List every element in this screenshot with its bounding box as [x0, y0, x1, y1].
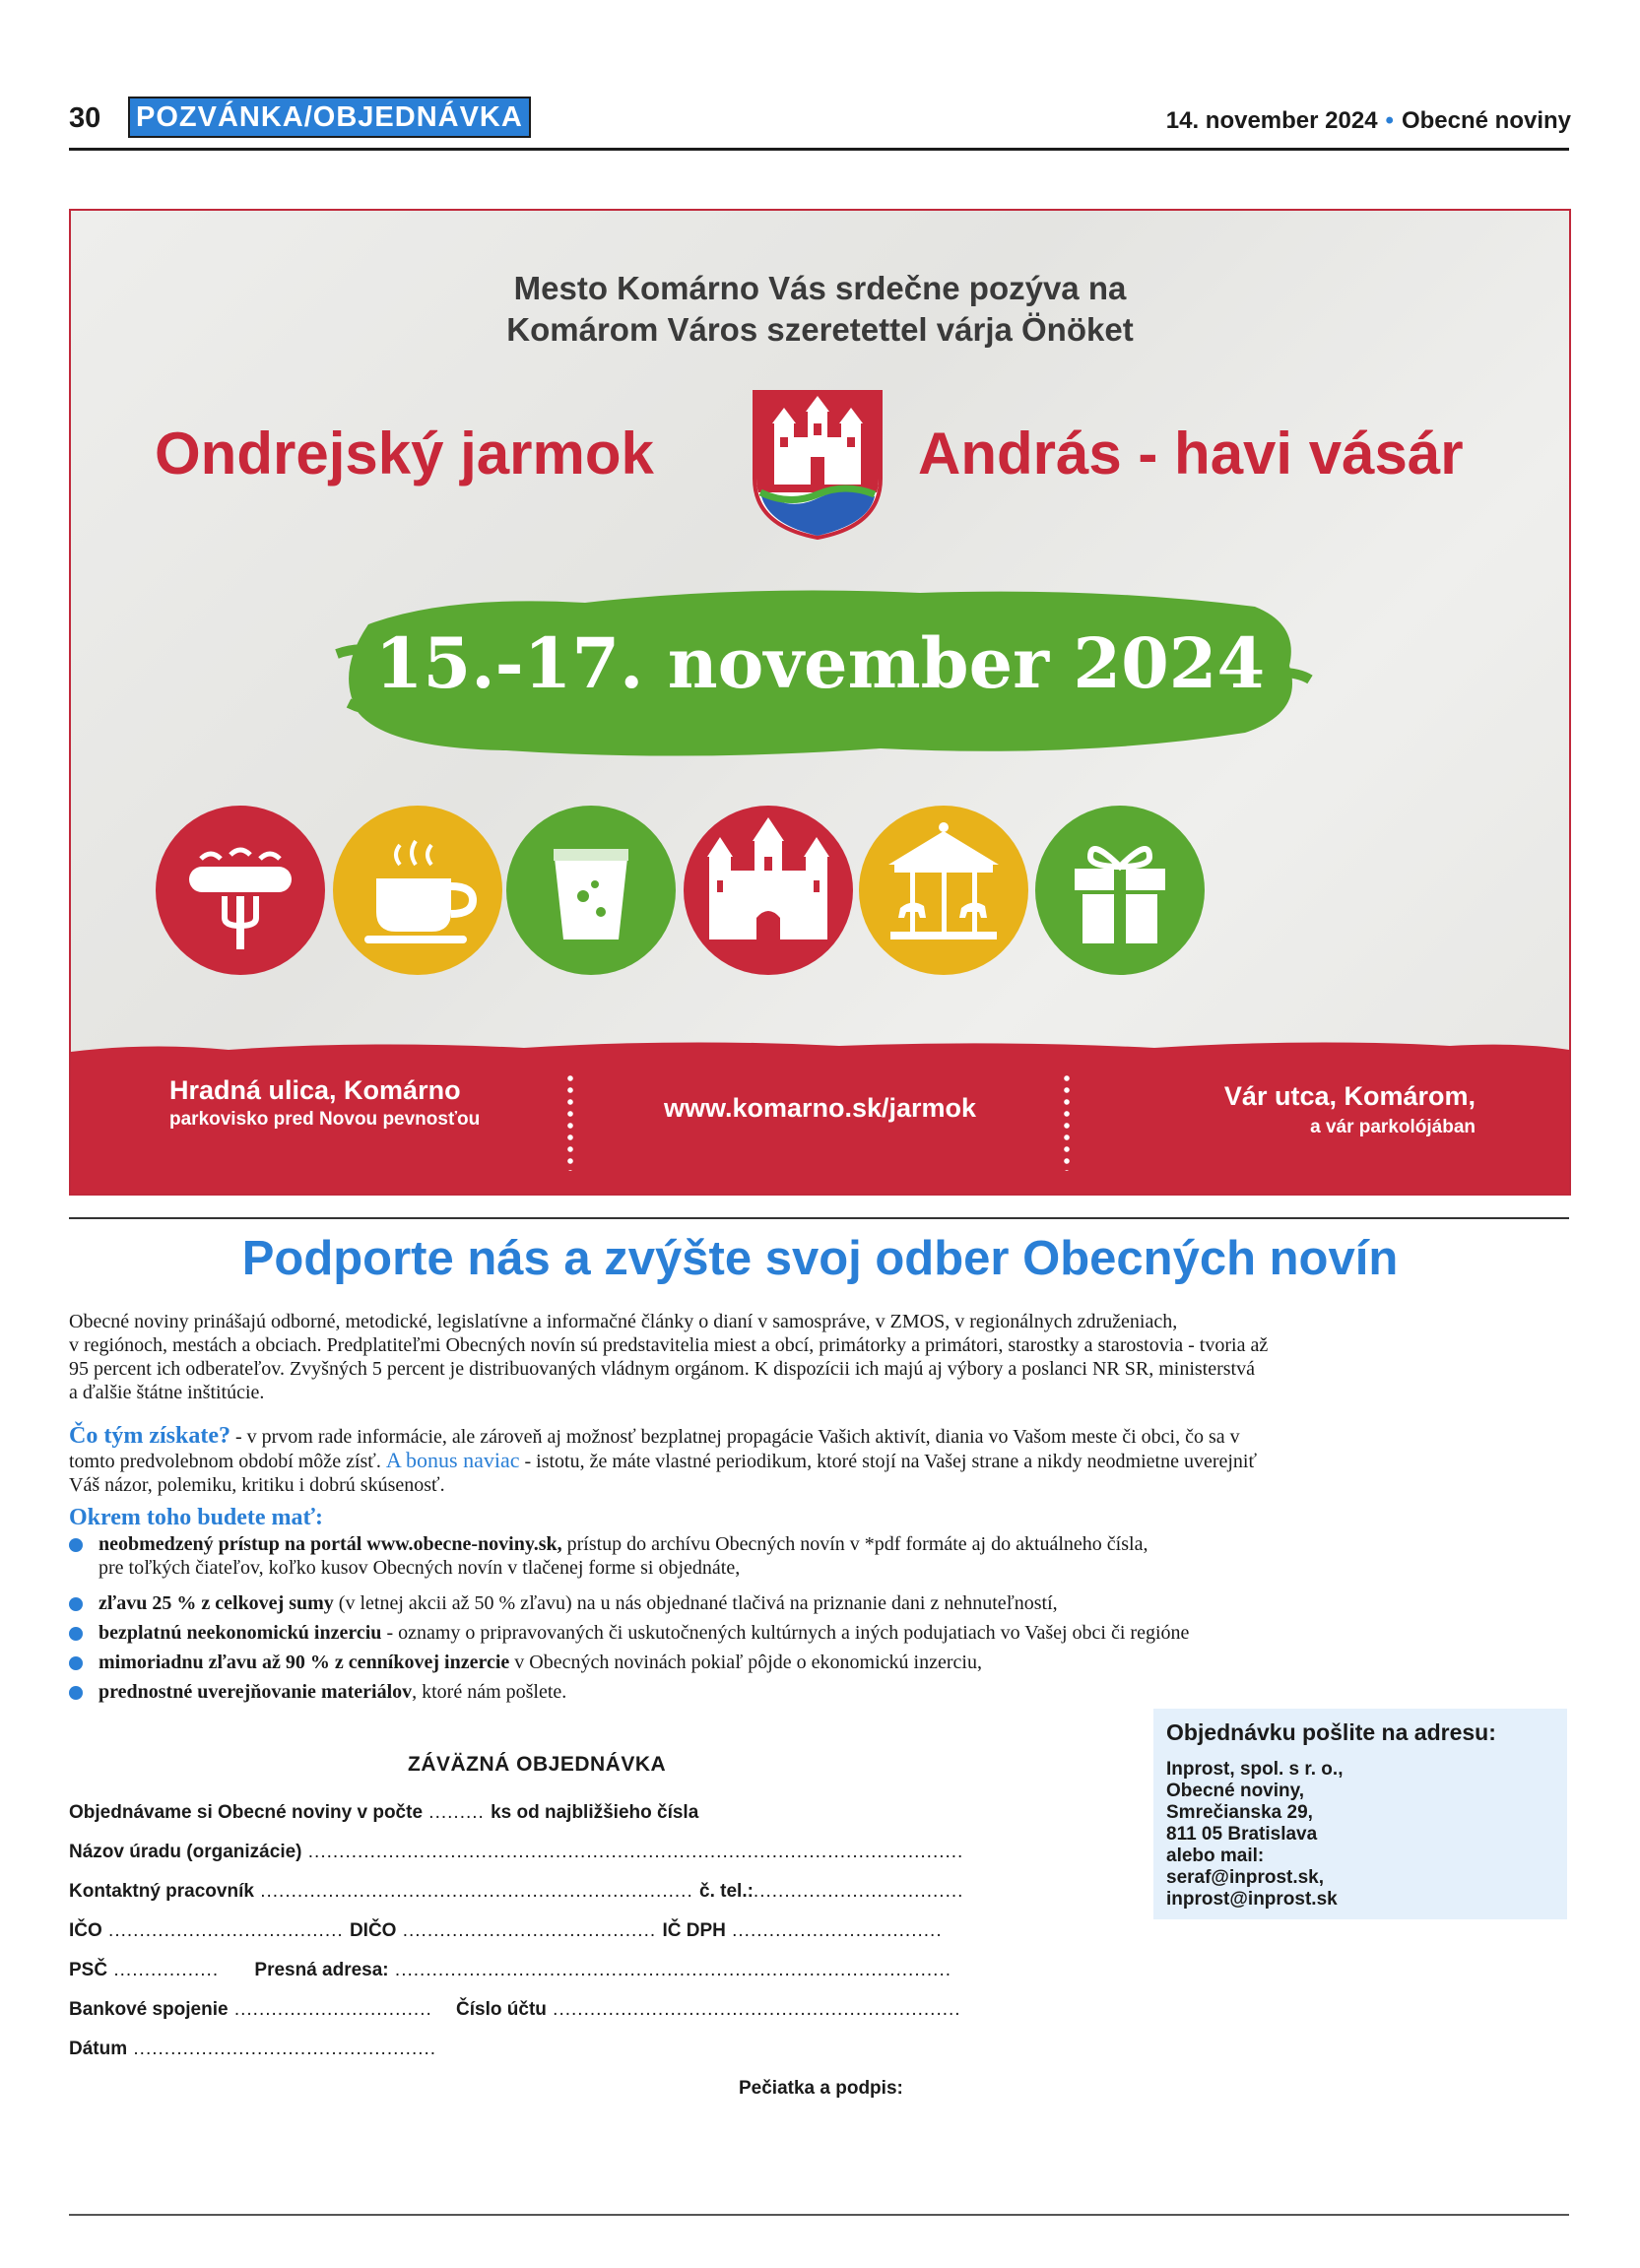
article-title: Podporte nás a zvýšte svoj odber Obecných novín: [241, 1232, 1399, 1285]
bullet-text: (v letnej akcii až 50 % zľavu) na u nás objednané tlačivá na priznanie dani z nehnuteľností,: [333, 1592, 1058, 1614]
stamp-signature-label: Pečiatka a podpis:: [739, 2078, 903, 2099]
bullet-bold: prednostné uverejňovanie materiálov: [98, 1681, 413, 1703]
account-label: Číslo účtu: [456, 1999, 547, 2020]
intro-line: Obecné noviny prinášajú odborné, metodické, legislatívne a informačné články o dianí v samospráve, v ZMOS, v regionálnych združeniach,: [69, 1311, 1178, 1332]
benefits-text: Váš názor, polemiku, kritiku i dobrú skúsenosť.: [69, 1474, 445, 1496]
dic-field[interactable]: .........................................: [396, 1920, 663, 1941]
header-rule: [69, 148, 1569, 151]
carousel-icon: [855, 802, 1032, 979]
order-quantity-row: [69, 1802, 698, 1824]
benefits-heading: Čo tým získate?: [69, 1423, 230, 1449]
order-quantity-field[interactable]: .........: [423, 1802, 492, 1823]
bullet-text: v Obecných novinách pokiaľ pôjde o ekonomickú inzerciu,: [509, 1652, 982, 1673]
order-quantity-label: Objednávame si Obecné noviny v počte: [69, 1802, 424, 1823]
tax-ids-row: [69, 1920, 943, 1942]
benefits-paragraph: [69, 1424, 1561, 1497]
bottom-rule: [69, 2214, 1569, 2216]
invite-hu: Komárom Város szeretettel várja Önöket: [506, 311, 1134, 348]
bullet-bold: neobmedzený prístup na portál www.obecne-noviny.sk,: [98, 1533, 562, 1555]
intro-line: 95 percent ich odberateľov. Zvyšných 5 percent je distribuovaných vládnym orgánom. K dispozícii ich majú aj výbory a poslanci NR SR, ministerstvá: [69, 1358, 1255, 1380]
section-rule: [69, 1217, 1569, 1219]
contact-field[interactable]: ......................................................................: [253, 1881, 700, 1902]
contact-label: Kontaktný pracovník: [69, 1881, 254, 1902]
order-form-title: ZÁVÄZNÁ OBJEDNÁVKA: [408, 1753, 667, 1776]
exact-address-label: Presná adresa:: [254, 1960, 389, 1980]
contact-row: [69, 1881, 963, 1903]
office-name-label: Názov úradu (organizácie): [69, 1842, 302, 1862]
article-intro: [69, 1310, 1561, 1404]
bullet-bold: bezplatnú neekonomickú inzerciu: [98, 1622, 382, 1644]
bank-row: [69, 1999, 961, 2021]
ico-label: IČO: [69, 1920, 102, 1941]
komarno-coat-of-arms-icon: [751, 388, 885, 542]
location-sk-sub: parkovisko pred Novou pevnosťou: [169, 1109, 481, 1130]
ico-field[interactable]: ......................................: [101, 1920, 350, 1941]
date-row: [69, 2039, 436, 2060]
coffee-cup-icon: [329, 802, 506, 979]
address-line: alebo mail:: [1166, 1846, 1265, 1866]
castle-icon: [680, 802, 857, 979]
location-hu: Vár utca, Komárom,: [1223, 1081, 1476, 1111]
publication-name: Obecné noviny: [1401, 107, 1571, 134]
address-row: [69, 1960, 951, 1981]
fair-poster: [69, 209, 1571, 1196]
location-sk: Hradná ulica, Komárno: [169, 1075, 461, 1105]
address-line: Smrečianska 29,: [1166, 1802, 1313, 1823]
email-link[interactable]: seraf@inprost.sk,: [1166, 1867, 1325, 1888]
office-name-field[interactable]: ..........................................................................................................: [301, 1842, 964, 1862]
address-heading: Objednávku pošlite na adresu:: [1166, 1719, 1496, 1745]
separator-dot-icon: •: [1385, 107, 1394, 134]
fair-website: www.komarno.sk/jarmok: [663, 1093, 977, 1123]
fair-title-hu: András - havi vásár: [918, 421, 1464, 486]
address-line: Inprost, spol. s r. o.,: [1166, 1759, 1344, 1780]
date-field[interactable]: .................................................: [127, 2039, 437, 2059]
invite-sk: Mesto Komárno Vás srdečne pozýva na: [513, 270, 1127, 306]
drink-glass-icon: [502, 802, 680, 979]
page-number: 30: [69, 102, 101, 134]
issue-date: 14. november 2024: [1165, 107, 1378, 134]
bullet-icon: [69, 1686, 83, 1700]
bullet-icon: [69, 1656, 83, 1670]
extras-heading: Okrem toho budete mať:: [69, 1505, 324, 1530]
bonus-heading: A bonus naviac: [385, 1448, 520, 1472]
benefits-text: - v prvom rade informácie, ale zároveň aj možnosť bezplatnej propagácie Vašich aktivít, diania vo Vašom meste či obci, čo sa v: [230, 1426, 1240, 1448]
order-quantity-suffix: ks od najbližšieho čísla: [491, 1802, 699, 1823]
psc-field[interactable]: .................: [107, 1960, 226, 1980]
bullet-text-continued: pre toľkých čiateľov, koľko kusov Obecných novín v tlačenej forme si objednáte,: [98, 1557, 741, 1579]
benefits-text: tomto predvolebnom období môže zísť.: [69, 1451, 386, 1472]
dic-label: DIČO: [349, 1920, 397, 1941]
exact-address-field[interactable]: ..........................................................................................: [388, 1960, 952, 1980]
benefits-text: - istotu, že máte vlastné periodikum, ktoré stojí na Vašej strane a nikdy neodmietne uverejniť: [519, 1451, 1258, 1472]
bullet-icon: [69, 1538, 83, 1552]
intro-line: v regiónoch, mestách a obciach. Predplatiteľmi Obecných novín sú predstavitelia miest a obcí, primátorky a primátori, starostky a starostovia - tvoria až: [69, 1334, 1269, 1356]
intro-line: a ďalšie štátne inštitúcie.: [69, 1382, 265, 1403]
bullet-bold: mimoriadnu zľavu až 90 % z cenníkovej inzercie: [98, 1652, 510, 1673]
sausage-fork-icon: [152, 802, 329, 979]
bullet-text: , ktoré nám pošlete.: [412, 1681, 567, 1703]
bank-field[interactable]: ................................: [228, 1999, 439, 2020]
address-line: Obecné noviny,: [1166, 1781, 1305, 1801]
section-label: POZVÁNKA/OBJEDNÁVKA: [130, 98, 529, 136]
office-name-row: [69, 1842, 963, 1863]
account-field[interactable]: ..................................................................: [546, 1999, 961, 2020]
bank-label: Bankové spojenie: [69, 1999, 229, 2020]
bullet-text: prístup do archívu Obecných novín v *pdf formáte aj do aktuálneho čísla,: [561, 1533, 1148, 1555]
location-hu-sub: a vár parkolójában: [1310, 1117, 1476, 1137]
phone-label: č. tel.:: [699, 1881, 754, 1902]
fair-dates: 15.-17. november 2024: [374, 622, 1266, 704]
date-label: Dátum: [69, 2039, 128, 2059]
fair-title-sk: Ondrejský jarmok: [155, 421, 654, 486]
icdph-field[interactable]: ..................................: [725, 1920, 943, 1941]
bullet-icon: [69, 1627, 83, 1641]
psc-label: PSČ: [69, 1960, 108, 1980]
bullet-text: - oznamy o pripravovaných či uskutočnených kultúrnych a iných podujatiach vo Vašej obci či regióne: [381, 1622, 1190, 1644]
bullet-bold: zľavu 25 % z celkovej sumy: [98, 1592, 334, 1614]
phone-field[interactable]: ..................................: [753, 1881, 964, 1902]
address-line: 811 05 Bratislava: [1166, 1824, 1318, 1845]
dotted-divider: [1064, 1072, 1070, 1171]
icdph-label: IČ DPH: [662, 1920, 726, 1941]
email-link[interactable]: inprost@inprost.sk: [1166, 1889, 1338, 1910]
header-dateline: [1166, 107, 1571, 135]
gift-icon: [1031, 802, 1209, 979]
bullet-icon: [69, 1597, 83, 1611]
